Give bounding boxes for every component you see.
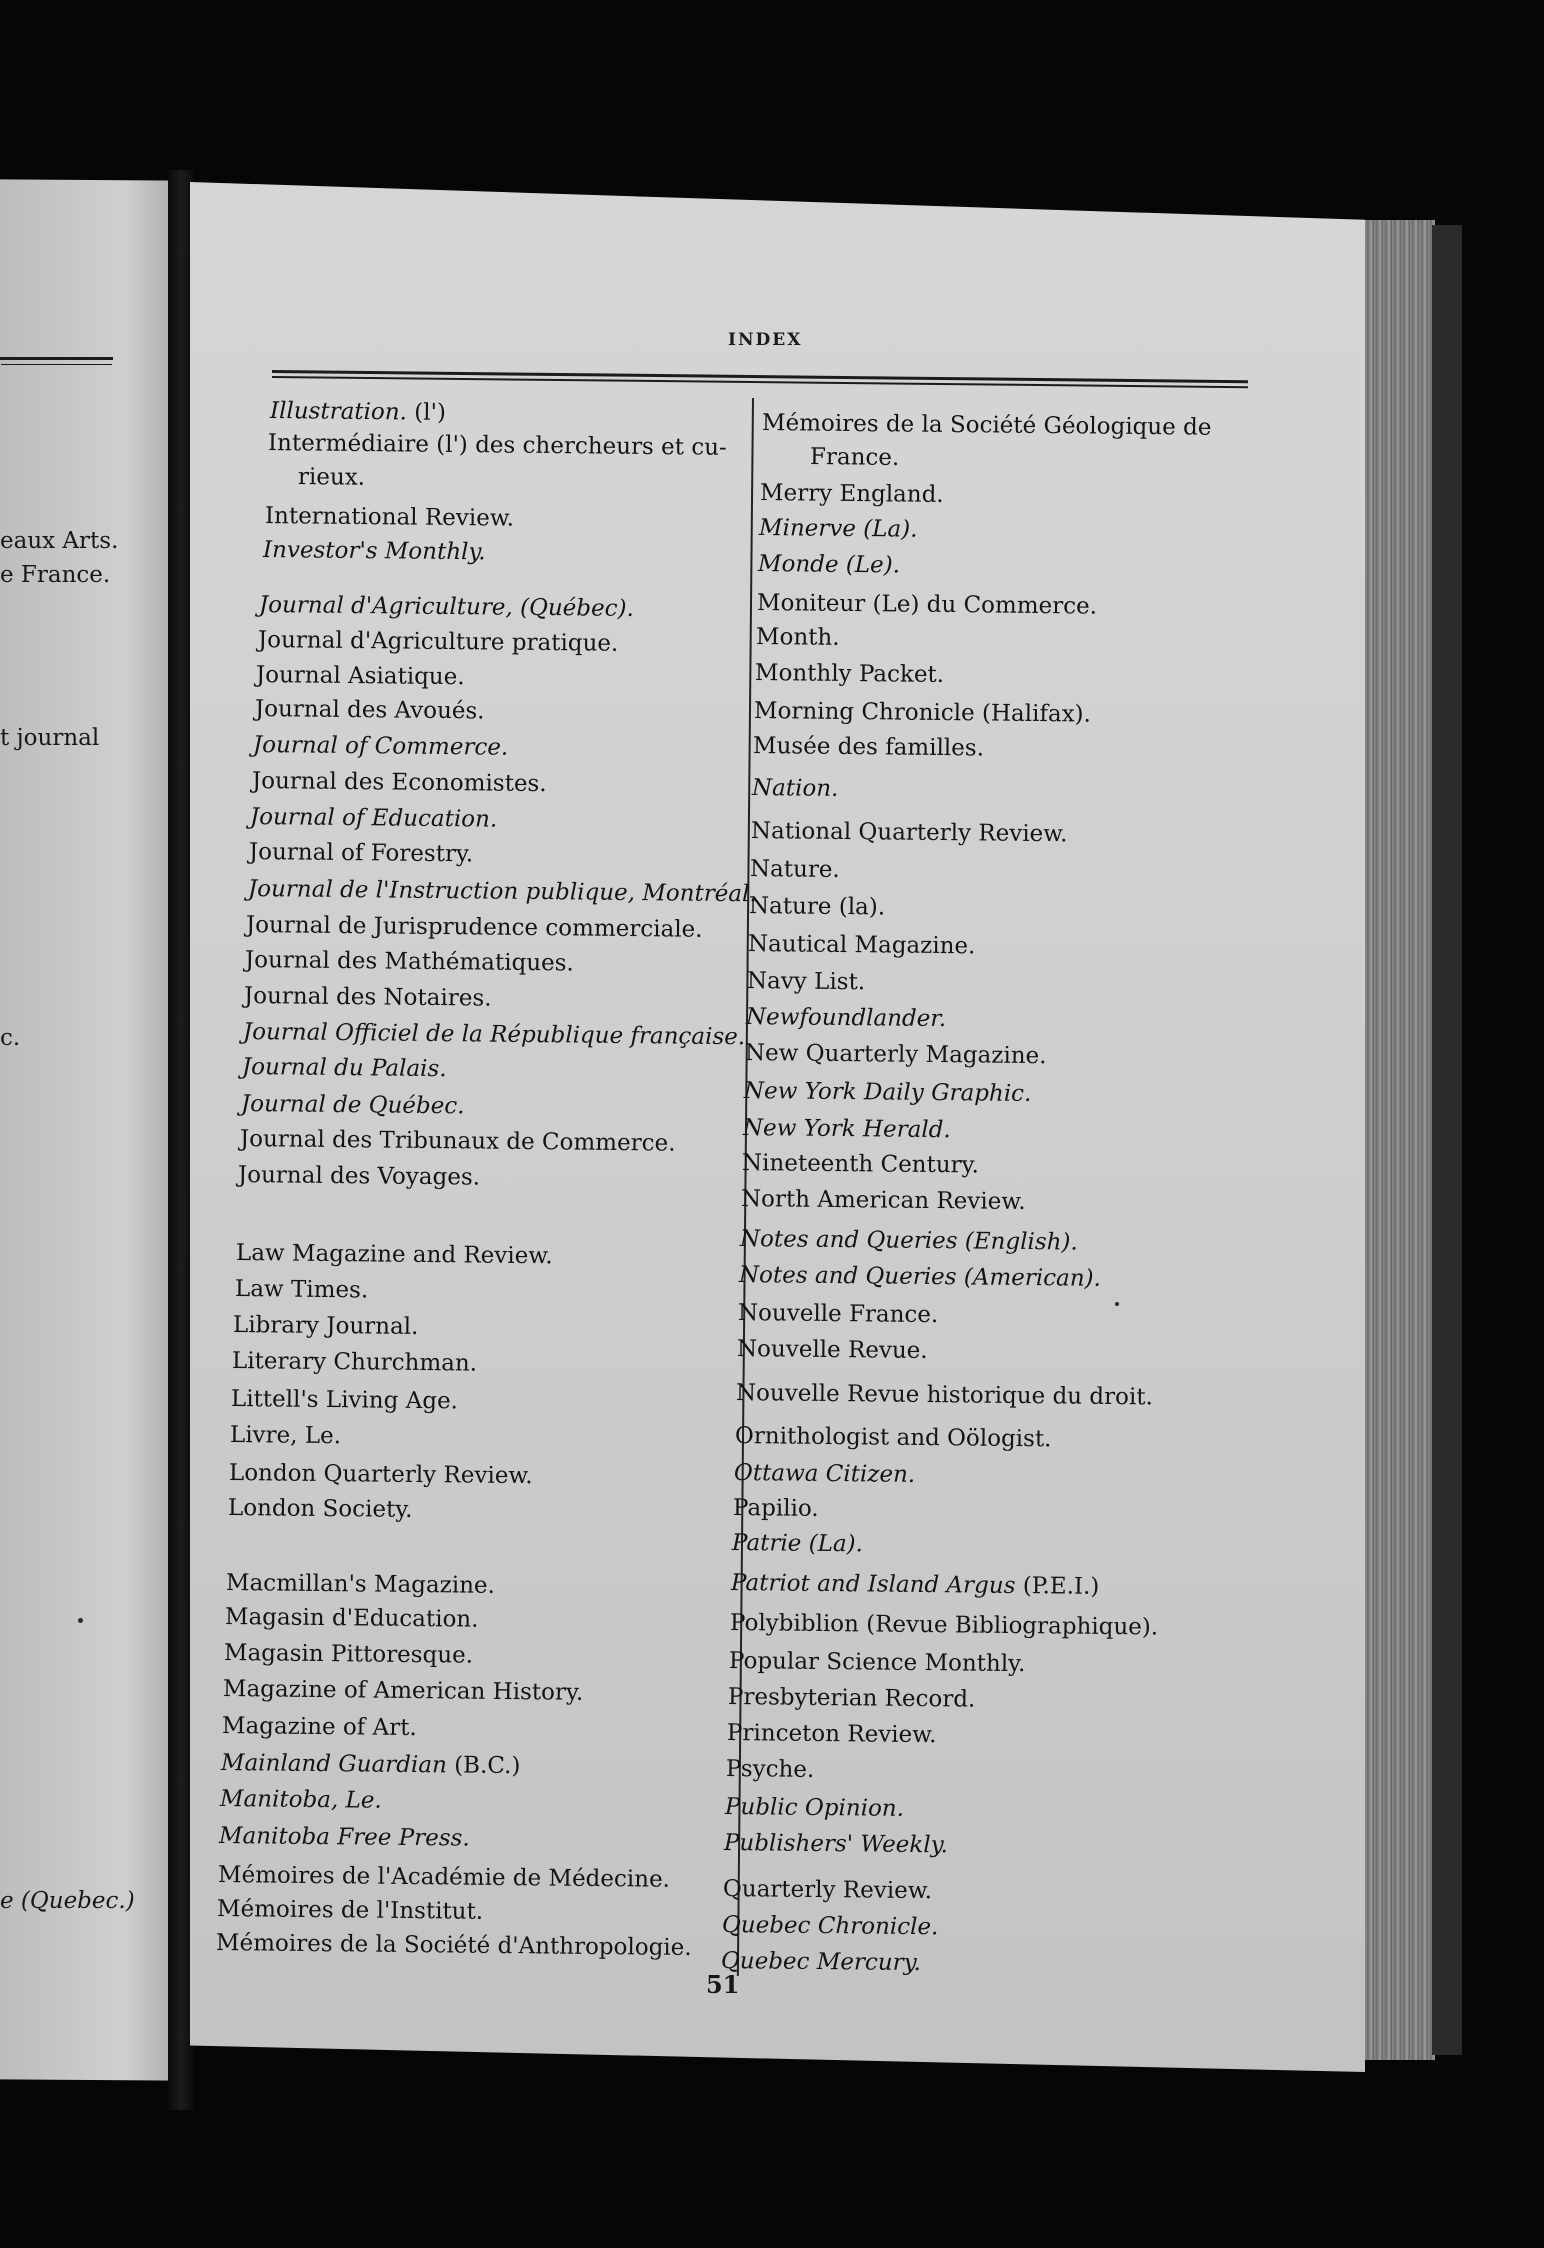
index-entry: Intermédiaire (l') des chercheurs et cu- [267,430,727,461]
index-entry-rest: (B.C.) [446,1752,521,1780]
index-entry: Nature (la). [748,893,886,921]
index-entry: Notes and Queries (American). [738,1262,1102,1292]
index-entry: Ornithologist and Oölogist. [734,1423,1052,1453]
index-entry: Literary Churchman. [231,1348,478,1377]
index-entry [731,1570,1100,1600]
index-entry: Journal d'Agriculture pratique. [257,627,619,657]
index-entry: Musée des familles. [752,733,985,762]
paper-speck [78,1618,83,1623]
index-entry: Popular Science Monthly. [728,1648,1026,1678]
index-entry: Journal Asiatique. [255,662,465,691]
index-entry: Nineteenth Century. [741,1150,979,1179]
left-page-line: e (Quebec.) [0,1888,135,1914]
index-entry: Ottawa Citizen. [733,1460,916,1488]
index-entry: France. [809,444,900,471]
index-entry: Mémoires de l'Institut. [216,1896,484,1925]
index-entry: Minerve (La). [758,515,918,543]
index-entry: Journal of Forestry. [248,839,474,868]
index-entry: Journal of Education. [249,804,498,833]
index-entry: North American Review. [740,1186,1026,1215]
left-page-line: eaux Arts. [0,528,119,554]
index-entry: Journal Officiel de la République française. [242,1019,746,1051]
index-entry: International Review. [264,503,515,532]
index-entry: Journal des Tribunaux de Commerce. [239,1126,676,1157]
index-entry: Princeton Review. [726,1720,937,1749]
left-page-line: e France. [0,562,111,588]
index-entry: Nouvelle Revue historique du droit. [735,1380,1153,1411]
index-entry: Merry England. [759,480,944,508]
index-entry: Journal of Commerce. [252,732,509,761]
left-page-line: c. [0,1025,21,1051]
index-entry: Law Times. [234,1276,369,1304]
index-entry: Polybiblion (Revue Bibliographique). [729,1610,1159,1641]
index-entry: Monthly Packet. [754,660,945,688]
index-entry: Nature. [749,856,840,883]
index-entry: Journal d'Agriculture, (Québec). [258,592,635,622]
index-entry: Livre, Le. [229,1422,342,1450]
index-entry: New Quarterly Magazine. [744,1040,1047,1070]
index-entry: rieux. [297,464,366,491]
index-entry: Quarterly Review. [722,1876,933,1905]
index-entry: Investor's Monthly. [262,537,486,566]
index-entry: Presbyterian Record. [727,1684,976,1713]
cover-edge [1432,225,1462,2055]
index-entry [221,1750,521,1779]
paper-speck [1115,1302,1119,1306]
page-edges [1365,220,1435,2060]
index-entry: Nautical Magazine. [747,931,976,960]
index-entry: Library Journal. [232,1312,419,1340]
index-entry: Morning Chronicle (Halifax). [753,698,1092,728]
index-entry: Law Magazine and Review. [235,1240,553,1270]
index-entry: Journal des Economistes. [251,768,547,798]
index-entry: Macmillan's Magazine. [225,1570,496,1599]
index-entry: Littell's Living Age. [230,1386,459,1415]
index-entry: Public Opinion. [724,1794,905,1822]
index-entry-italic: Illustration. [269,398,408,426]
index-entry: National Quarterly Review. [750,818,1068,848]
index-entry: Nouvelle France. [737,1300,939,1329]
index-entry: Magazine of Art. [221,1713,417,1742]
index-entry: Journal de l'Instruction publique, Montréal. [247,876,757,908]
index-entry: Newfoundlander. [745,1004,947,1033]
index-entry: Magasin d'Education. [224,1604,479,1633]
index-entry: Moniteur (Le) du Commerce. [756,590,1098,620]
index-entry: Notes and Queries (English). [739,1226,1078,1256]
index-entry: Papilio. [732,1495,819,1522]
index-entry-italic: Mainland Guardian [220,1750,447,1779]
index-entry: Patrie (La). [731,1530,864,1558]
index-entry: Publishers' Weekly. [723,1830,949,1859]
index-entry [270,398,446,426]
index-entry: Journal des Notaires. [243,983,492,1012]
index-entry: Month. [755,624,840,651]
index-entry: Manitoba Free Press. [218,1823,470,1852]
index-entry: Mémoires de la Société d'Anthropologie. [215,1930,692,1961]
index-entry: Navy List. [746,968,866,996]
index-entry: Mémoires de la Société Géologique de [761,410,1212,441]
left-page-rule [0,357,113,360]
index-entry: Journal de Québec. [240,1091,465,1120]
page-number: 51 [706,1970,740,1999]
index-entry: London Quarterly Review. [228,1460,533,1490]
index-entry: Monde (Le). [757,551,901,579]
index-entry: Psyche. [725,1756,815,1783]
index-entry: Mémoires de l'Académie de Médecine. [217,1862,671,1893]
index-entry: New York Daily Graphic. [743,1078,1032,1108]
index-entry: Magazine of American History. [222,1676,584,1706]
index-entry: New York Herald. [742,1115,951,1144]
index-entry-italic: Patriot and Island Argus [730,1570,1016,1599]
index-entry: Quebec Chronicle. [721,1912,939,1941]
index-entry: Journal des Voyages. [237,1162,481,1191]
index-entry: Nouvelle Revue. [736,1336,928,1364]
index-entry: Journal des Avoués. [254,696,485,725]
index-entry: Journal du Palais. [241,1054,447,1083]
index-entry: Manitoba, Le. [219,1786,382,1814]
index-entry: Journal de Jurisprudence commerciale. [245,912,703,943]
index-entry: London Society. [227,1495,413,1523]
left-facing-page [0,179,180,2080]
index-entry-rest: (P.E.I.) [1015,1572,1100,1600]
index-entry: Nation. [751,775,839,802]
index-entry: Magasin Pittoresque. [223,1640,474,1669]
page-header-title: INDEX [728,330,803,350]
index-entry: Journal des Mathématiques. [244,947,574,977]
index-entry-rest: (l') [406,399,447,426]
left-page-line: t journal [0,725,100,751]
index-entry: Quebec Mercury. [720,1948,922,1977]
